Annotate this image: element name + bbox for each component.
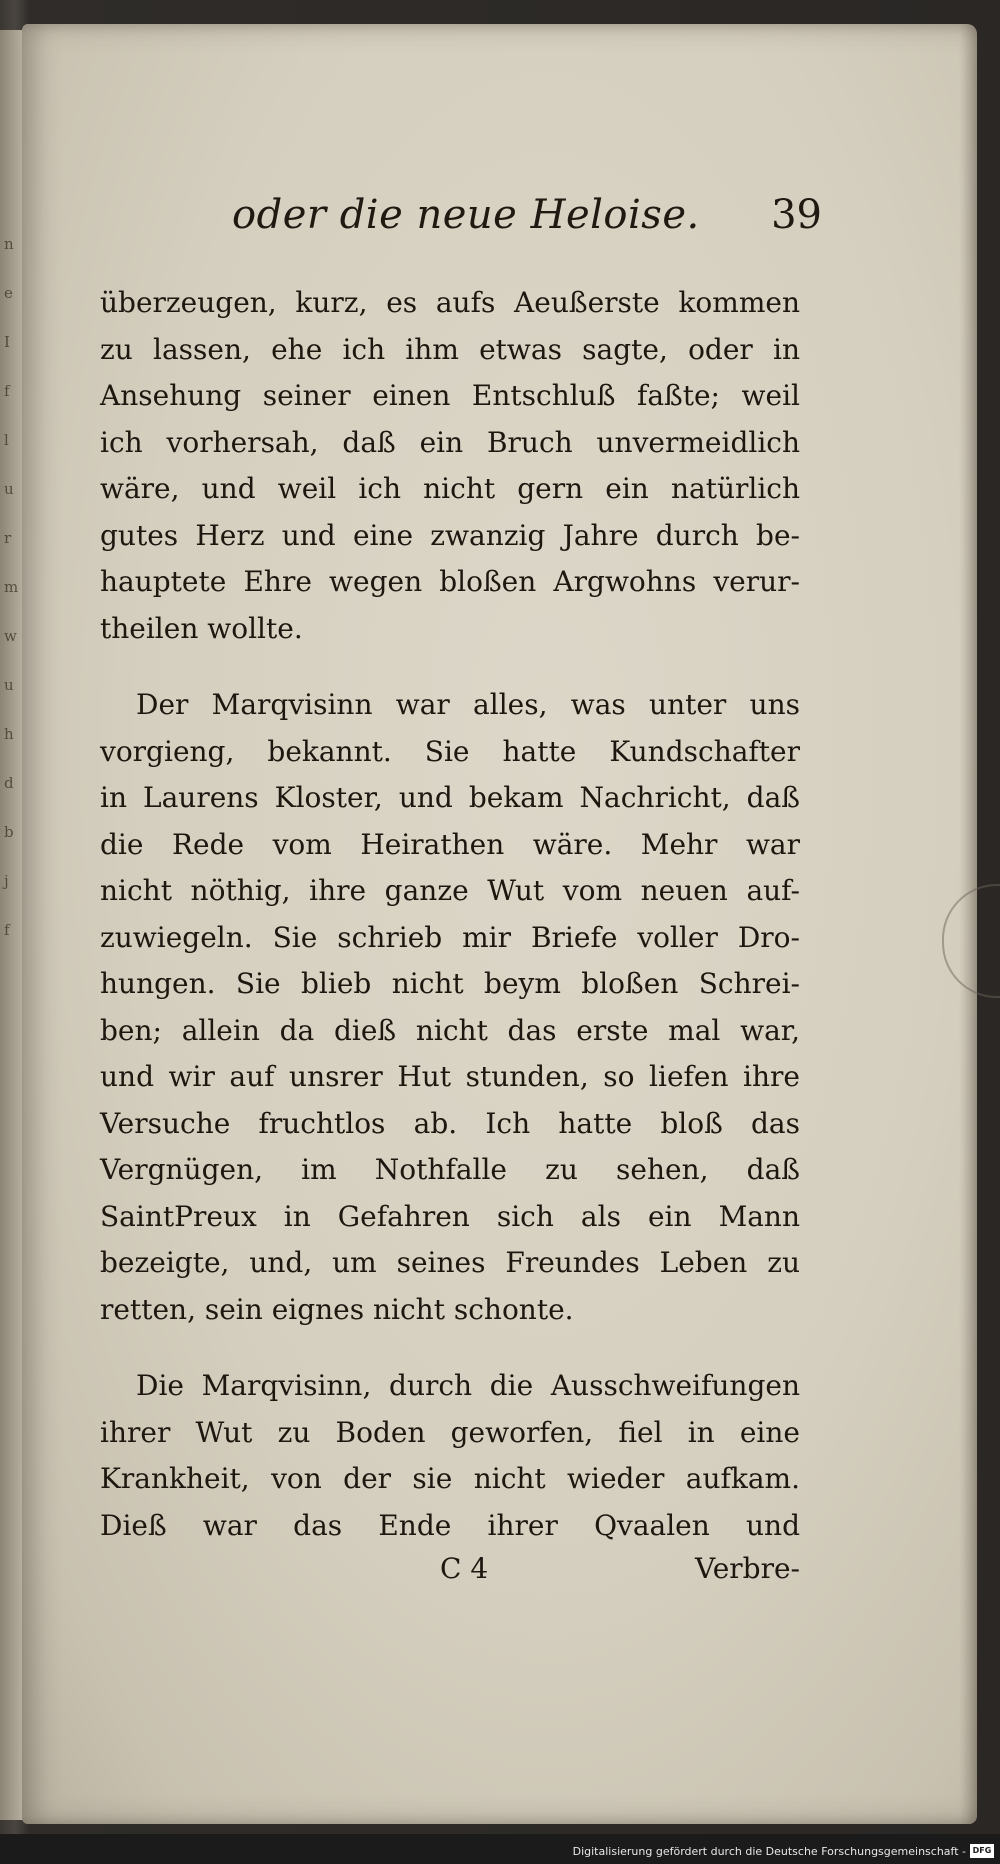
text-line: Vergnügen, im Nothfalle zu sehen, daß xyxy=(100,1153,800,1186)
text-line: zu lassen, ehe ich ihm etwas sagte, oder in xyxy=(100,332,800,366)
text-line: Ansehung seiner einen Entschluß faßte; weil xyxy=(100,379,800,412)
text-line: theilen wollte. xyxy=(100,611,303,645)
text-line: hungen. Sie blieb nicht beym bloßen Schrei- xyxy=(100,967,800,1000)
body-text xyxy=(100,280,800,1549)
page-footer xyxy=(100,1552,800,1602)
paragraph-2 xyxy=(100,682,800,1333)
text-line: Dieß war das Ende ihrer Qvaalen und xyxy=(100,1508,800,1542)
text-line: retten, sein eignes nicht schonte. xyxy=(100,1292,574,1326)
text-line: die Rede vom Heirathen wäre. Mehr war xyxy=(100,827,800,861)
text-line: Die Marqvisinn, durch die Ausschweifungen xyxy=(136,1369,800,1402)
paragraph-3 xyxy=(100,1363,800,1549)
text-line: in Laurens Kloster, und bekam Nachricht, daß xyxy=(100,781,800,814)
text-line: hauptete Ehre wegen bloßen Argwohns verur- xyxy=(100,565,800,598)
credit-bar xyxy=(0,1834,1000,1864)
book-page xyxy=(22,24,977,1824)
text-line: ich vorhersah, daß ein Bruch unvermeidlich xyxy=(100,425,800,459)
text-line: ben; allein da dieß nicht das erste mal war, xyxy=(100,1013,800,1047)
signature-mark: C 4 xyxy=(440,1552,489,1585)
dfg-logo-icon: DFG xyxy=(970,1844,994,1858)
text-line: gutes Herz und eine zwanzig Jahre durch be- xyxy=(100,518,800,552)
page-header xyxy=(202,192,822,252)
page-number: 39 xyxy=(771,192,822,238)
page-fold-mark xyxy=(942,884,1000,998)
text-line: Krankheit, von der sie nicht wieder aufkam. xyxy=(100,1462,800,1495)
facing-page-text: n e I f l u r m w u h d b j f xyxy=(4,235,18,939)
text-line: ihrer Wut zu Boden geworfen, fiel in eine xyxy=(100,1415,800,1449)
running-title: oder die neue Heloise. xyxy=(232,192,700,238)
text-line: zuwiegeln. Sie schrieb mir Briefe voller Dro- xyxy=(100,920,800,954)
text-line: Der Marqvisinn war alles, was unter uns xyxy=(136,688,800,721)
text-line: vorgieng, bekannt. Sie hatte Kundschafter xyxy=(100,734,800,768)
catchword: Verbre- xyxy=(695,1552,800,1585)
text-line: SaintPreux in Gefahren sich als ein Mann xyxy=(100,1199,800,1233)
paragraph-1 xyxy=(100,280,800,652)
text-line: und wir auf unsrer Hut stunden, so liefen ihre xyxy=(100,1060,800,1093)
text-line: wäre, und weil ich nicht gern ein natürlich xyxy=(100,472,800,505)
credit-text: Digitalisierung gefördert durch die Deutsche Forschungsgemeinschaft - xyxy=(572,1845,966,1858)
text-line: überzeugen, kurz, es aufs Aeußerste kommen xyxy=(100,286,800,319)
text-line: Versuche fruchtlos ab. Ich hatte bloß das xyxy=(100,1106,800,1140)
text-line: nicht nöthig, ihre ganze Wut vom neuen auf- xyxy=(100,874,800,907)
text-line: bezeigte, und, um seines Freundes Leben zu xyxy=(100,1246,800,1279)
